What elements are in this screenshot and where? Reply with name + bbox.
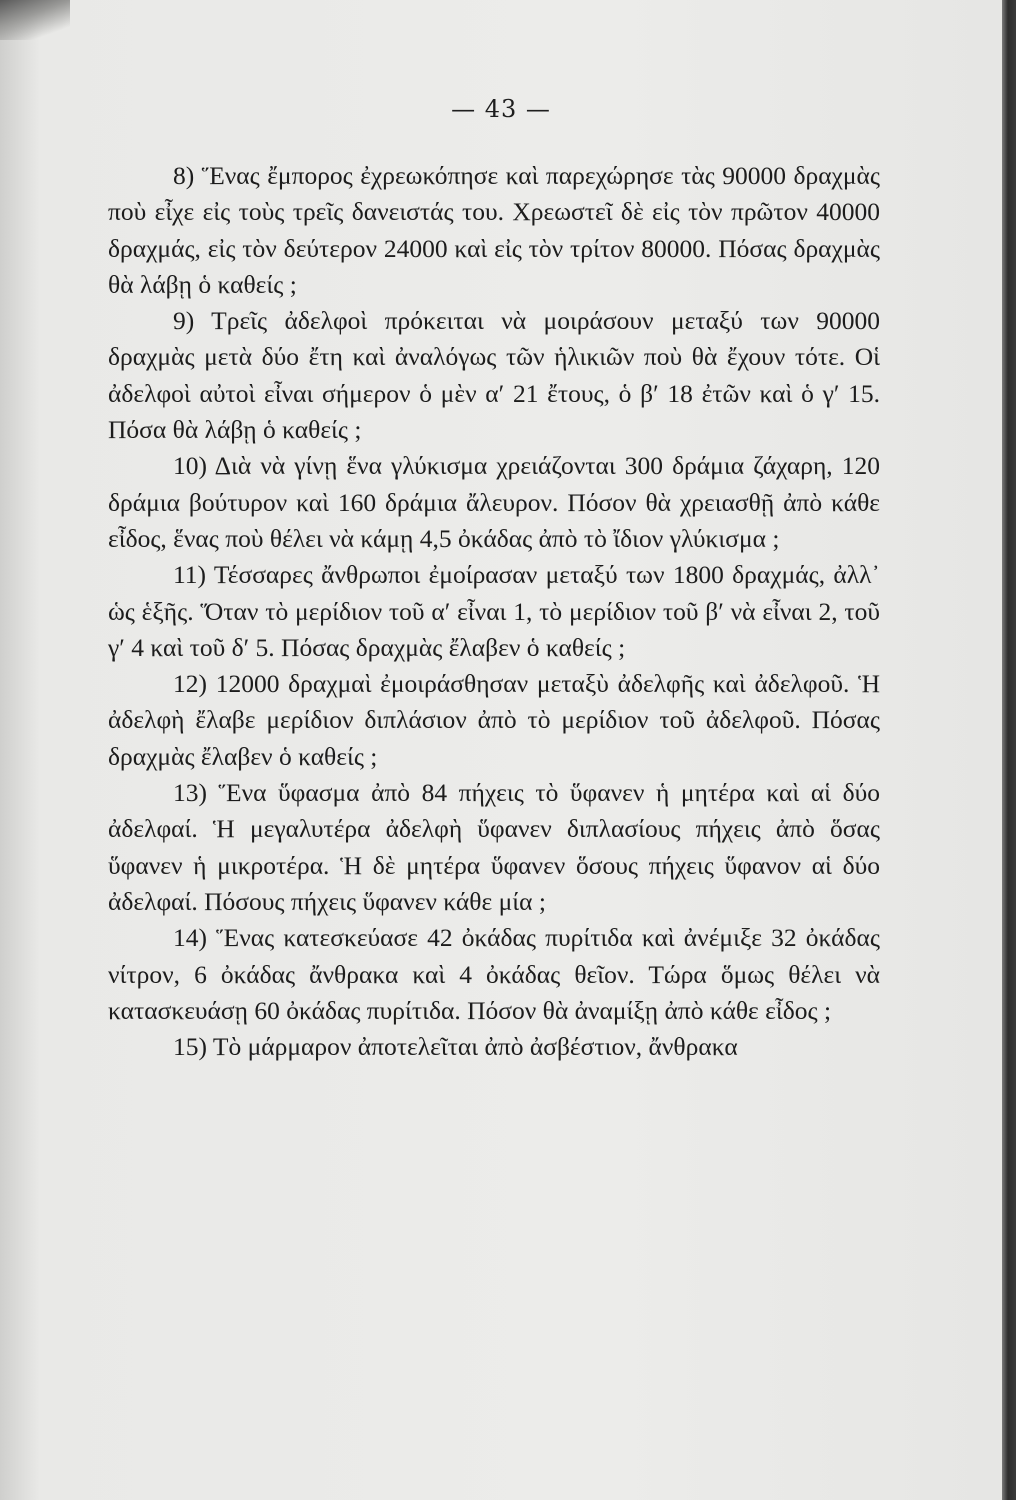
exercise-15: 15) Τὸ μάρμαρον ἀποτελεῖται ἀπὸ ἀσβέστιον, ἄνθρακα: [173, 1032, 738, 1062]
page-corner-shadow: [0, 0, 70, 40]
exercise-11: 11) Τέσσαρες ἄνθρωποι ἐμοίρασαν μεταξύ των 1800 δραχμάς, ἀλλ᾽ ὡς ἑξῆς. Ὅταν τὸ μερίδιον τοῦ α′ εἶναι 1, τὸ μερίδιον τοῦ β′ νὰ εἶναι 2, τοῦ γ′ 4 καὶ τοῦ δ′ 5. Πόσας δραχμὰς ἔλαβεν ὁ καθείς ;: [108, 560, 880, 662]
page-number: — 43 —: [451, 95, 551, 123]
exercise-9: 9) Τρεῖς ἀδελφοὶ πρόκειται νὰ μοιράσουν μεταξύ των 90000 δραχμὰς μετὰ δύο ἔτη καὶ ἀναλόγως τῶν ἡλικιῶν ποὺ θὰ ἔχουν τότε. Οἱ ἀδελφοὶ αὐτοὶ εἶναι σήμερον ὁ μὲν α′ 21 ἔτους, ὁ β′ 18 ἐτῶν καὶ ὁ γ′ 15. Πόσα θὰ λάβῃ ὁ καθείς ;: [108, 306, 880, 445]
exercise-12: 12) 12000 δραχμαὶ ἐμοιράσθησαν μεταξὺ ἀδελφῆς καὶ ἀδελφοῦ. Ἡ ἀδελφὴ ἔλαβε μερίδιον διπλάσιον ἀπὸ τὸ μερίδιον τοῦ ἀδελφοῦ. Πόσας δραχμὰς ἔλαβεν ὁ καθείς ;: [108, 669, 880, 771]
exercise-10: 10) Διὰ νὰ γίνῃ ἕνα γλύκισμα χρειάζονται 300 δράμια ζάχαρη, 120 δράμια βούτυρον καὶ 160 δράμια ἄλευρον. Πόσον θὰ χρειασθῇ ἀπὸ κάθε εἶδος, ἕνας ποὺ θέλει νὰ κάμῃ 4,5 ὀκάδας ἀπὸ τὸ ἴδιον γλύκισμα ;: [108, 451, 880, 553]
page-text-body: [108, 158, 880, 1065]
exercise-14: 14) Ἕνας κατεσκεύασε 42 ὀκάδας πυρίτιδα καὶ ἀνέμιξε 32 ὀκάδας νίτρον, 6 ὀκάδας ἄνθρακα καὶ 4 ὀκάδας θεῖον. Τώρα ὅμως θέλει νὰ κατασκευάσῃ 60 ὀκάδας πυρίτιδα. Πόσον θὰ ἀναμίξῃ ἀπὸ κάθε εἶδος ;: [108, 923, 880, 1025]
book-binding-edge: [1002, 0, 1016, 1500]
exercise-13: 13) Ἕνα ὕφασμα ἀπὸ 84 πήχεις τὸ ὕφανεν ἡ μητέρα καὶ αἱ δύο ἀδελφαί. Ἡ μεγαλυτέρα ἀδελφὴ ὕφανεν διπλασίους πήχεις ἀπὸ ὅσας ὕφανεν ἡ μικροτέρα. Ἡ δὲ μητέρα ὕφανεν ὅσους πήχεις ὕφανον αἱ δύο ἀδελφαί. Πόσους πήχεις ὕφανεν κάθε μία ;: [108, 778, 880, 916]
exercise-8: 8) Ἕνας ἔμπορος ἐχρεωκόπησε καὶ παρεχώρησε τὰς 90000 δραχμὰς ποὺ εἶχε εἰς τοὺς τρεῖς δανειστάς του. Χρεωστεῖ δὲ εἰς τὸν πρῶτον 40000 δραχμάς, εἰς τὸν δεύτερον 24000 καὶ εἰς τὸν τρίτον 80000. Πόσας δραχμὰς θὰ λάβῃ ὁ καθείς ;: [108, 161, 880, 299]
